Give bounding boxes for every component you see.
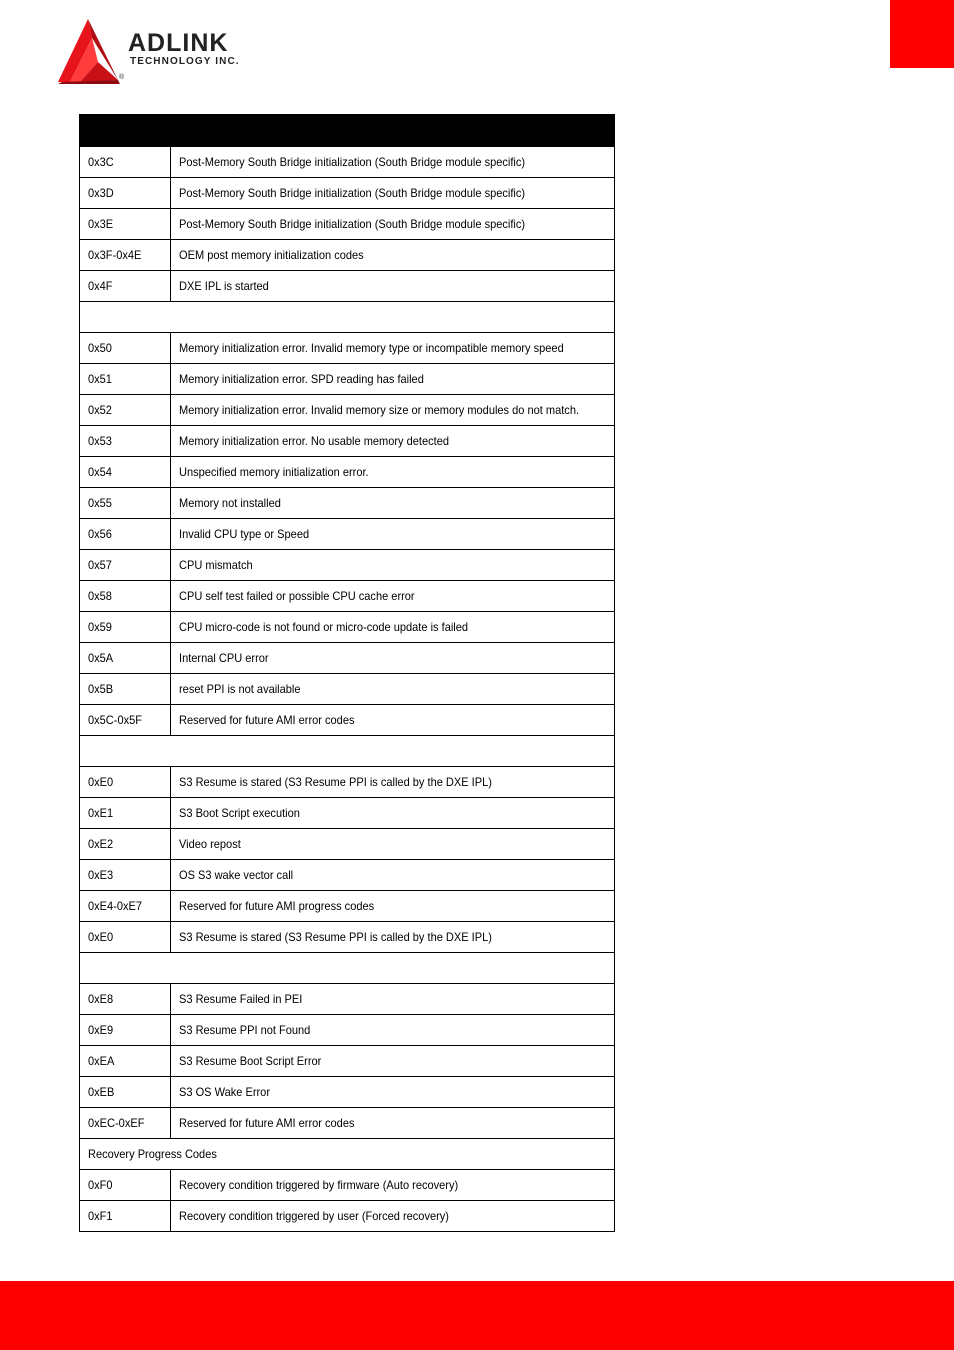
description-text: Invalid CPU type or Speed [179, 527, 310, 541]
code-text: 0x51 [88, 372, 112, 386]
table-row [80, 1170, 615, 1201]
description-text: Internal CPU error [179, 651, 269, 665]
adlink-logo [58, 18, 268, 86]
description-text: Recovery condition triggered by firmware (Auto recovery) [179, 1178, 459, 1192]
code-cell [80, 519, 171, 550]
table-row [80, 364, 615, 395]
code-text: 0xE8 [88, 992, 114, 1006]
code-text: 0x4F [88, 279, 113, 293]
description-text: Memory initialization error. Invalid memory size or memory modules do not match. [179, 403, 580, 417]
code-text: 0x5A [88, 651, 114, 665]
code-cell [80, 612, 171, 643]
code-cell [80, 1201, 171, 1232]
code-cell [80, 488, 171, 519]
code-text: 0xE9 [88, 1023, 114, 1037]
code-text: 0x53 [88, 434, 112, 448]
description-cell [171, 1077, 615, 1108]
code-text: 0x3D [88, 186, 114, 200]
description-cell [171, 767, 615, 798]
footer-bar [0, 1281, 954, 1350]
code-cell [80, 457, 171, 488]
section-label [80, 953, 615, 984]
table-row [80, 240, 615, 271]
adlink-pyramid-icon [58, 18, 128, 86]
description-text: CPU mismatch [179, 558, 253, 572]
description-text: Post-Memory South Bridge initialization (South Bridge module specific) [179, 186, 526, 200]
table-header-row [80, 115, 615, 147]
table-row [80, 705, 615, 736]
description-cell [171, 519, 615, 550]
table-row [80, 674, 615, 705]
code-cell [80, 426, 171, 457]
description-text: Memory initialization error. No usable memory detected [179, 434, 449, 448]
code-text: 0xE1 [88, 806, 114, 820]
description-text: Recovery condition triggered by user (Forced recovery) [179, 1209, 449, 1223]
table-row [80, 922, 615, 953]
code-text: 0x3C [88, 155, 114, 169]
description-text: S3 Resume is stared (S3 Resume PPI is called by the DXE IPL) [179, 930, 492, 944]
description-text: OEM post memory initialization codes [179, 248, 364, 262]
section-row [80, 302, 615, 333]
table-row [80, 333, 615, 364]
description-cell [171, 1015, 615, 1046]
code-text: 0xF1 [88, 1209, 113, 1223]
description-text: Unspecified memory initialization error. [179, 465, 369, 479]
description-cell [171, 860, 615, 891]
description-cell [171, 643, 615, 674]
table-row [80, 209, 615, 240]
table-row [80, 519, 615, 550]
description-text: S3 Resume Boot Script Error [179, 1054, 322, 1068]
table-row [80, 984, 615, 1015]
code-cell [80, 395, 171, 426]
code-text: 0xF0 [88, 1178, 113, 1192]
code-cell [80, 550, 171, 581]
code-text: 0x3E [88, 217, 114, 231]
corner-tab [890, 0, 954, 68]
description-cell [171, 612, 615, 643]
section-label [80, 1139, 615, 1170]
table-row [80, 1015, 615, 1046]
table-row [80, 1046, 615, 1077]
code-text: 0x57 [88, 558, 112, 572]
description-text: S3 Resume Failed in PEI [179, 992, 303, 1006]
code-cell [80, 984, 171, 1015]
description-text: Reserved for future AMI error codes [179, 1116, 355, 1130]
description-cell [171, 581, 615, 612]
section-row [80, 953, 615, 984]
description-cell [171, 922, 615, 953]
description-cell [171, 705, 615, 736]
section-row [80, 1139, 615, 1170]
code-cell [80, 209, 171, 240]
code-text: 0x56 [88, 527, 112, 541]
description-text: Memory initialization error. SPD reading has failed [179, 372, 424, 386]
code-text: 0xE0 [88, 930, 114, 944]
description-cell [171, 457, 615, 488]
section-label [80, 736, 615, 767]
section-row [80, 736, 615, 767]
description-cell [171, 1046, 615, 1077]
description-cell [171, 1108, 615, 1139]
code-cell [80, 705, 171, 736]
section-text: Recovery Progress Codes [88, 1147, 217, 1161]
description-cell [171, 488, 615, 519]
description-text: S3 Boot Script execution [179, 806, 300, 820]
code-text: 0xE0 [88, 775, 114, 789]
code-text: 0x3F-0x4E [88, 248, 142, 262]
description-text: S3 OS Wake Error [179, 1085, 271, 1099]
code-text: 0xEB [88, 1085, 115, 1099]
table-row [80, 612, 615, 643]
table-row [80, 488, 615, 519]
code-text: 0x52 [88, 403, 112, 417]
description-text: DXE IPL is started [179, 279, 269, 293]
description-cell [171, 1170, 615, 1201]
code-cell [80, 1108, 171, 1139]
code-text: 0x59 [88, 620, 112, 634]
brand-tagline: TECHNOLOGY INC. [130, 56, 240, 67]
table-header [80, 115, 615, 147]
code-cell [80, 581, 171, 612]
code-cell [80, 1046, 171, 1077]
table-row [80, 891, 615, 922]
description-text: Memory not installed [179, 496, 281, 510]
description-text: Post-Memory South Bridge initialization (South Bridge module specific) [179, 155, 526, 169]
description-text: CPU micro-code is not found or micro-code update is failed [179, 620, 469, 634]
code-cell [80, 922, 171, 953]
registered-mark: ® [119, 74, 125, 81]
description-cell [171, 240, 615, 271]
code-text: 0xE4-0xE7 [88, 899, 143, 913]
description-text: Reserved for future AMI progress codes [179, 899, 375, 913]
description-cell [171, 209, 615, 240]
code-cell [80, 240, 171, 271]
description-text: CPU self test failed or possible CPU cache error [179, 589, 415, 603]
table-row [80, 767, 615, 798]
code-text: 0xEA [88, 1054, 115, 1068]
table-row [80, 1201, 615, 1232]
table-row [80, 147, 615, 178]
description-text: Video repost [179, 837, 241, 851]
code-cell [80, 178, 171, 209]
description-text: Post-Memory South Bridge initialization (South Bridge module specific) [179, 217, 526, 231]
code-text: 0x5B [88, 682, 114, 696]
code-text: 0x55 [88, 496, 112, 510]
code-cell [80, 1015, 171, 1046]
code-cell [80, 147, 171, 178]
description-text: OS S3 wake vector call [179, 868, 294, 882]
table-row [80, 178, 615, 209]
description-text: Memory initialization error. Invalid memory type or incompatible memory speed [179, 341, 564, 355]
description-cell [171, 550, 615, 581]
code-text: 0x54 [88, 465, 112, 479]
description-text: Reserved for future AMI error codes [179, 713, 355, 727]
description-cell [171, 1201, 615, 1232]
brand-name: ADLINK [128, 29, 229, 57]
description-cell [171, 271, 615, 302]
code-cell [80, 891, 171, 922]
table-row [80, 1077, 615, 1108]
code-text: 0xEC-0xEF [88, 1116, 145, 1130]
description-cell [171, 674, 615, 705]
description-text: S3 Resume PPI not Found [179, 1023, 311, 1037]
description-cell [171, 798, 615, 829]
description-cell [171, 364, 615, 395]
code-text: 0x50 [88, 341, 112, 355]
description-cell [171, 984, 615, 1015]
code-cell [80, 1077, 171, 1108]
description-cell [171, 395, 615, 426]
table-row [80, 860, 615, 891]
table-row [80, 271, 615, 302]
description-text: S3 Resume is stared (S3 Resume PPI is called by the DXE IPL) [179, 775, 492, 789]
code-cell [80, 798, 171, 829]
description-cell [171, 178, 615, 209]
table-row [80, 829, 615, 860]
code-text: 0xE3 [88, 868, 114, 882]
post-code-table [79, 114, 615, 1232]
table-row [80, 395, 615, 426]
table-row [80, 426, 615, 457]
description-cell [171, 333, 615, 364]
table-row [80, 581, 615, 612]
code-cell [80, 643, 171, 674]
table-row [80, 550, 615, 581]
code-cell [80, 829, 171, 860]
table-row [80, 457, 615, 488]
description-cell [171, 426, 615, 457]
code-text: 0x5C-0x5F [88, 713, 142, 727]
code-cell [80, 860, 171, 891]
section-label [80, 302, 615, 333]
code-cell [80, 1170, 171, 1201]
description-cell [171, 829, 615, 860]
description-cell [171, 147, 615, 178]
code-text: 0x58 [88, 589, 112, 603]
code-text: 0xE2 [88, 837, 114, 851]
code-cell [80, 364, 171, 395]
table-row [80, 643, 615, 674]
description-cell [171, 891, 615, 922]
description-text: reset PPI is not available [179, 682, 301, 696]
code-cell [80, 271, 171, 302]
code-cell [80, 333, 171, 364]
code-cell [80, 674, 171, 705]
table-row [80, 798, 615, 829]
code-cell [80, 767, 171, 798]
table-row [80, 1108, 615, 1139]
